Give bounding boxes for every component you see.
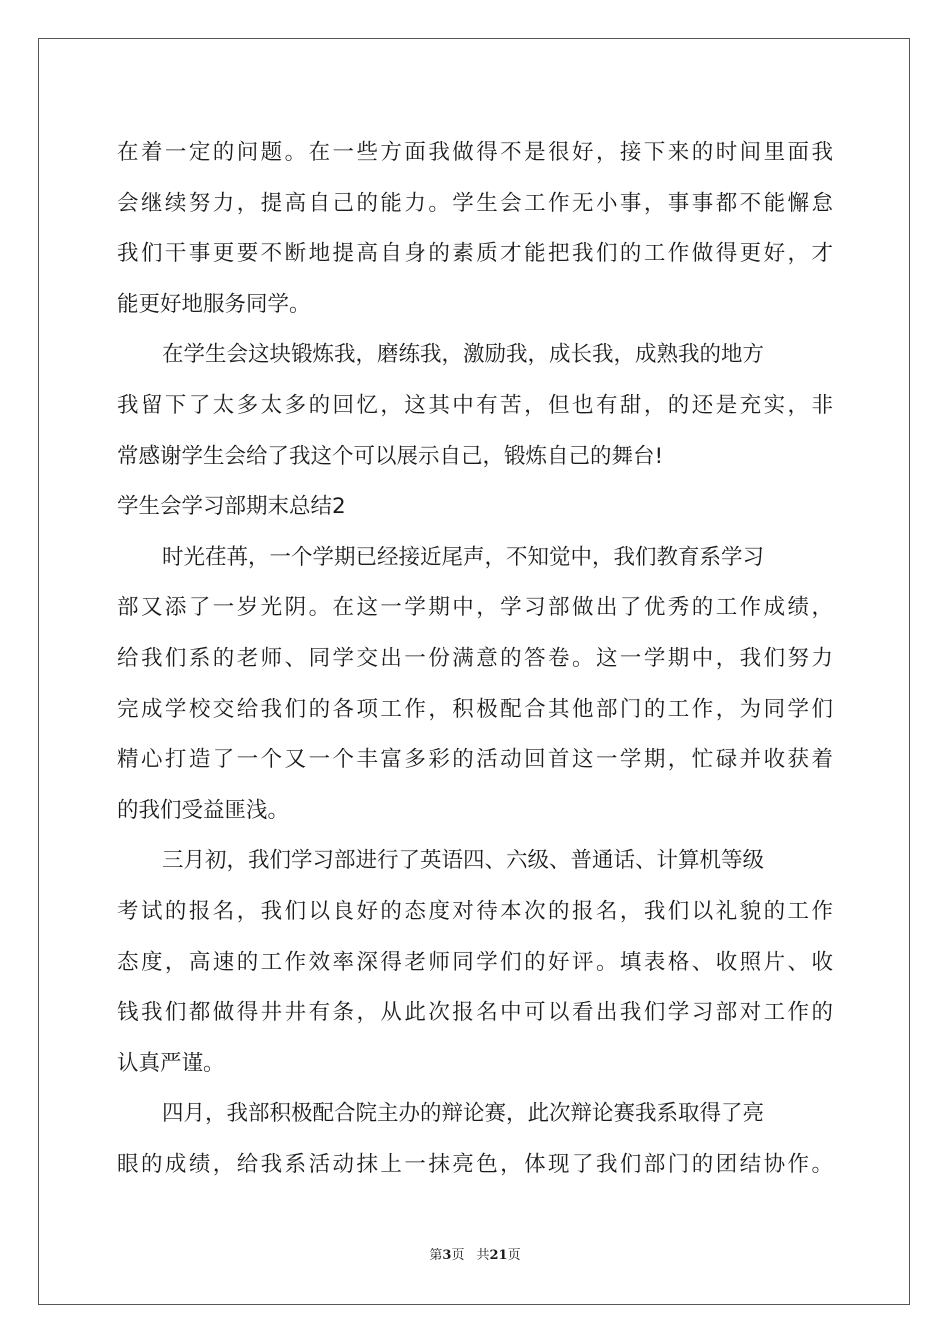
total-pages: 21 <box>489 1248 508 1263</box>
text-line: 态度，高速的工作效率深得老师同学们的好评。填表格、收照片、收 <box>117 949 833 975</box>
section-heading: 学生会学习部期末总结2 <box>117 494 346 520</box>
paragraph-first-line: 时光荏苒，一个学期已经接近尾声，不知觉中，我们教育系学习 <box>162 544 765 570</box>
page-footer <box>0 1248 950 1264</box>
page-number: 3 <box>442 1248 452 1263</box>
text-line: 常感谢学生会给了我这个可以展示自己，锻炼自己的舞台! <box>117 443 664 469</box>
paragraph-first-line: 三月初，我们学习部进行了英语四、六级、普通话、计算机等级 <box>162 848 765 874</box>
text-line: 会继续努力，提高自己的能力。学生会工作无小事，事事都不能懈怠 <box>117 190 833 216</box>
paragraph-first-line: 四月，我部积极配合院主办的辩论赛，此次辩论赛我系取得了亮 <box>162 1101 765 1127</box>
paragraph-first-line: 在学生会这块锻炼我，磨练我，激励我，成长我，成熟我的地方 <box>162 342 765 368</box>
text-line: 钱我们都做得井井有条，从此次报名中可以看出我们学习部对工作的 <box>117 1000 833 1026</box>
document-body <box>117 128 833 1190</box>
text-line: 给我们系的老师、同学交出一份满意的答卷。这一学期中，我们努力 <box>117 645 833 671</box>
text-line: 能更好地服务同学。 <box>117 291 311 317</box>
text-line: 部又添了一岁光阴。在这一学期中，学习部做出了优秀的工作成绩， <box>117 595 833 621</box>
page-suffix: 页 <box>451 1248 465 1263</box>
text-line: 我们干事更要不断地提高自身的素质才能把我们的工作做得更好，才 <box>117 241 833 267</box>
total-prefix: 共 <box>476 1248 490 1263</box>
text-line: 在着一定的问题。在一些方面我做得不是很好，接下来的时间里面我 <box>117 140 833 165</box>
text-line: 完成学校交给我们的各项工作，积极配合其他部门的工作，为同学们 <box>117 696 833 722</box>
text-line: 我留下了太多太多的回忆，这其中有苦，但也有甜，的还是充实，非 <box>117 392 833 418</box>
text-line: 考试的报名，我们以良好的态度对待本次的报名，我们以礼貌的工作 <box>117 898 833 924</box>
text-line: 认真严谨。 <box>117 1050 225 1076</box>
page-prefix: 第 <box>429 1248 443 1263</box>
text-line: 眼的成绩，给我系活动抹上一抹亮色，体现了我们部门的团结协作。 <box>117 1151 833 1177</box>
text-line: 的我们受益匪浅。 <box>117 797 290 823</box>
text-line: 精心打造了一个又一个丰富多彩的活动回首这一学期，忙碌并收获着 <box>117 747 833 773</box>
total-suffix: 页 <box>507 1248 521 1263</box>
